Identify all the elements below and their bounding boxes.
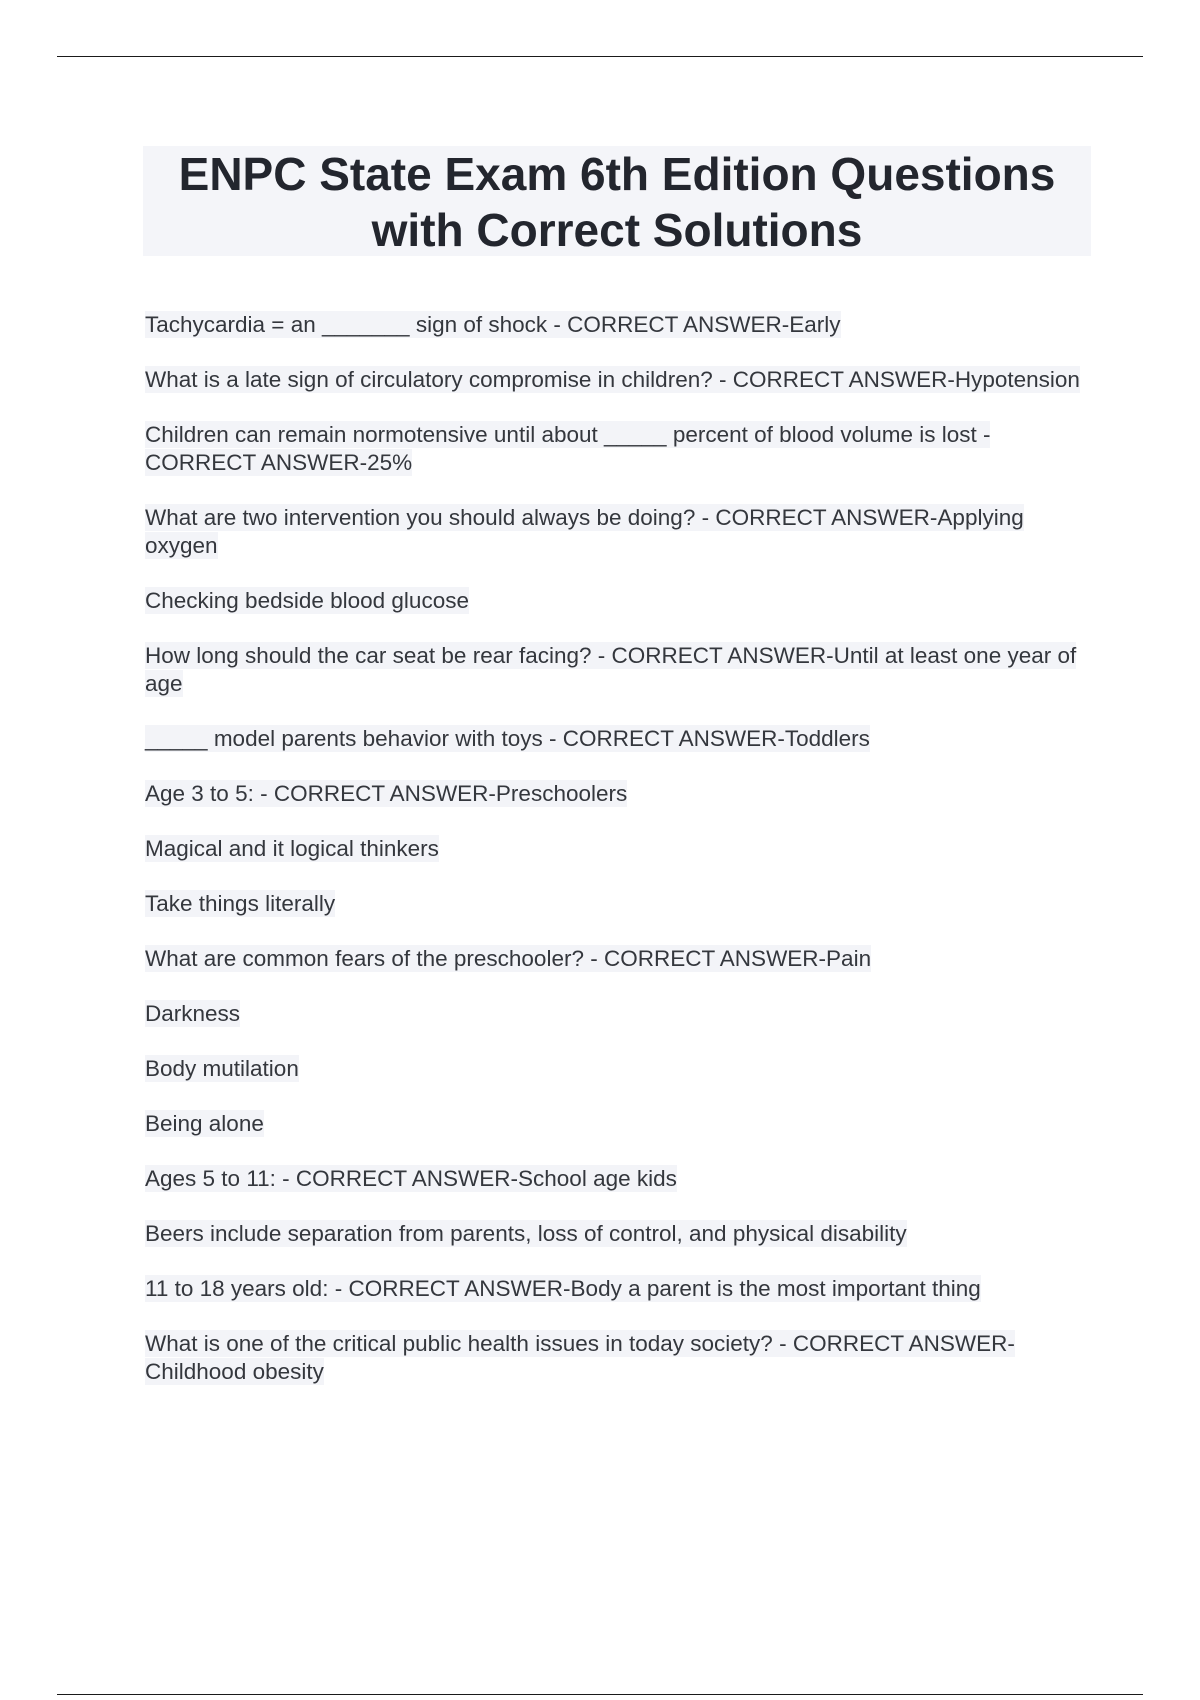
qa-item: 11 to 18 years old: - CORRECT ANSWER-Body a parent is the most important thing bbox=[145, 1276, 981, 1301]
top-divider bbox=[57, 56, 1143, 57]
qa-item: What are common fears of the preschooler? - CORRECT ANSWER-Pain bbox=[145, 946, 872, 971]
qa-item: Body mutilation bbox=[145, 1056, 299, 1081]
qa-item: Tachycardia = an _______ sign of shock - CORRECT ANSWER-Early bbox=[145, 312, 841, 337]
qa-item: _____ model parents behavior with toys - CORRECT ANSWER-Toddlers bbox=[145, 726, 870, 751]
title-line-2: with Correct Solutions bbox=[371, 204, 863, 256]
qa-item: Checking bedside blood glucose bbox=[145, 588, 469, 613]
qa-item: What are two intervention you should always be doing? - CORRECT ANSWER-Applying oxygen bbox=[145, 505, 1024, 558]
qa-item: Ages 5 to 11: - CORRECT ANSWER-School age kids bbox=[145, 1166, 677, 1191]
document-title bbox=[143, 146, 1091, 256]
qa-item: Age 3 to 5: - CORRECT ANSWER-Preschoolers bbox=[145, 781, 628, 806]
qa-item: Magical and it logical thinkers bbox=[145, 836, 439, 861]
qa-item: How long should the car seat be rear facing? - CORRECT ANSWER-Until at least one year of age bbox=[145, 643, 1077, 696]
qa-item: What is a late sign of circulatory compromise in children? - CORRECT ANSWER-Hypotension bbox=[145, 367, 1080, 392]
qa-item: Take things literally bbox=[145, 891, 336, 916]
qa-item: Being alone bbox=[145, 1111, 264, 1136]
qa-item: Beers include separation from parents, loss of control, and physical disability bbox=[145, 1221, 907, 1246]
qa-item: Darkness bbox=[145, 1001, 241, 1026]
bottom-divider bbox=[57, 1694, 1143, 1695]
qa-list bbox=[145, 311, 1095, 1413]
title-line-1: ENPC State Exam 6th Edition Questions bbox=[178, 148, 1056, 200]
qa-item: What is one of the critical public health issues in today society? - CORRECT ANSWER-Childhood obesity bbox=[145, 1331, 1015, 1384]
qa-item: Children can remain normotensive until about _____ percent of blood volume is lost - CORRECT ANSWER-25% bbox=[145, 422, 991, 475]
